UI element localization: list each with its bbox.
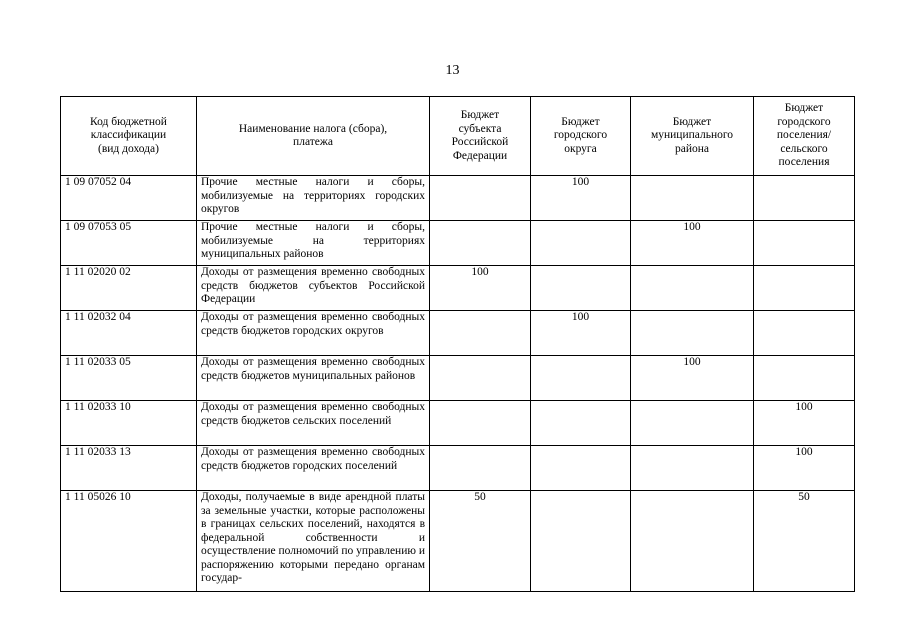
cell-code: 1 11 05026 10 [61,491,197,592]
cell-name: Доходы от размещения временно свободных средств бюджетов городских поселений [197,446,430,491]
cell-code: 1 11 02033 13 [61,446,197,491]
cell-settlement [754,266,855,311]
cell-city-okrug: 100 [531,176,631,221]
header-name: Наименование налога (сбора), платежа [197,97,430,176]
cell-municipal [631,491,754,592]
cell-code: 1 09 07052 04 [61,176,197,221]
cell-city-okrug [531,491,631,592]
cell-municipal [631,446,754,491]
cell-settlement [754,356,855,401]
table-row [61,446,855,491]
cell-city-okrug [531,401,631,446]
cell-code: 1 11 02020 02 [61,266,197,311]
cell-subject [430,356,531,401]
table-row [61,311,855,356]
cell-municipal [631,266,754,311]
cell-municipal: 100 [631,221,754,266]
cell-municipal [631,401,754,446]
cell-name: Доходы от размещения временно свободных средств бюджетов городских округов [197,311,430,356]
cell-name: Прочие местные налоги и сборы, мобилизуемые на территориях городских округов [197,176,430,221]
cell-code: 1 11 02033 10 [61,401,197,446]
table-row [61,491,855,592]
cell-settlement [754,221,855,266]
table-row [61,221,855,266]
cell-city-okrug: 100 [531,311,631,356]
cell-city-okrug [531,446,631,491]
cell-name: Прочие местные налоги и сборы, мобилизуемые на территориях муниципальных районов [197,221,430,266]
cell-subject [430,311,531,356]
cell-settlement [754,176,855,221]
cell-municipal [631,176,754,221]
header-code: Код бюджетной классификации (вид дохода) [61,97,197,176]
header-settlement-budget: Бюджет городского поселения/ сельского поселения [754,97,855,176]
cell-code: 1 11 02032 04 [61,311,197,356]
table-row [61,176,855,221]
cell-subject [430,446,531,491]
cell-city-okrug [531,356,631,401]
cell-name: Доходы от размещения временно свободных средств бюджетов субъектов Российской Федерации [197,266,430,311]
header-subject-budget: Бюджет субъекта Российской Федерации [430,97,531,176]
cell-city-okrug [531,266,631,311]
cell-settlement [754,311,855,356]
table-row [61,356,855,401]
cell-subject: 50 [430,491,531,592]
cell-subject [430,176,531,221]
cell-settlement: 100 [754,401,855,446]
cell-code: 1 09 07053 05 [61,221,197,266]
table-row [61,401,855,446]
cell-name: Доходы от размещения временно свободных средств бюджетов сельских поселений [197,401,430,446]
cell-municipal: 100 [631,356,754,401]
budget-classification-table [60,96,855,592]
cell-subject: 100 [430,266,531,311]
cell-settlement: 100 [754,446,855,491]
header-city-okrug-budget: Бюджет городского округа [531,97,631,176]
cell-name: Доходы, получаемые в виде арендной платы за земельные участки, которые расположены в границах сельских поселений, находятся в федеральной собственности и осуществление полномочий по управлению и распоряжению которыми передано органам государ- [197,491,430,592]
cell-subject [430,401,531,446]
cell-city-okrug [531,221,631,266]
table-row [61,266,855,311]
page-number: 13 [445,63,460,78]
cell-settlement: 50 [754,491,855,592]
cell-municipal [631,311,754,356]
cell-name: Доходы от размещения временно свободных средств бюджетов муниципальных районов [197,356,430,401]
header-municipal-budget: Бюджет муниципального района [631,97,754,176]
table-header-row [61,97,855,176]
cell-subject [430,221,531,266]
cell-code: 1 11 02033 05 [61,356,197,401]
